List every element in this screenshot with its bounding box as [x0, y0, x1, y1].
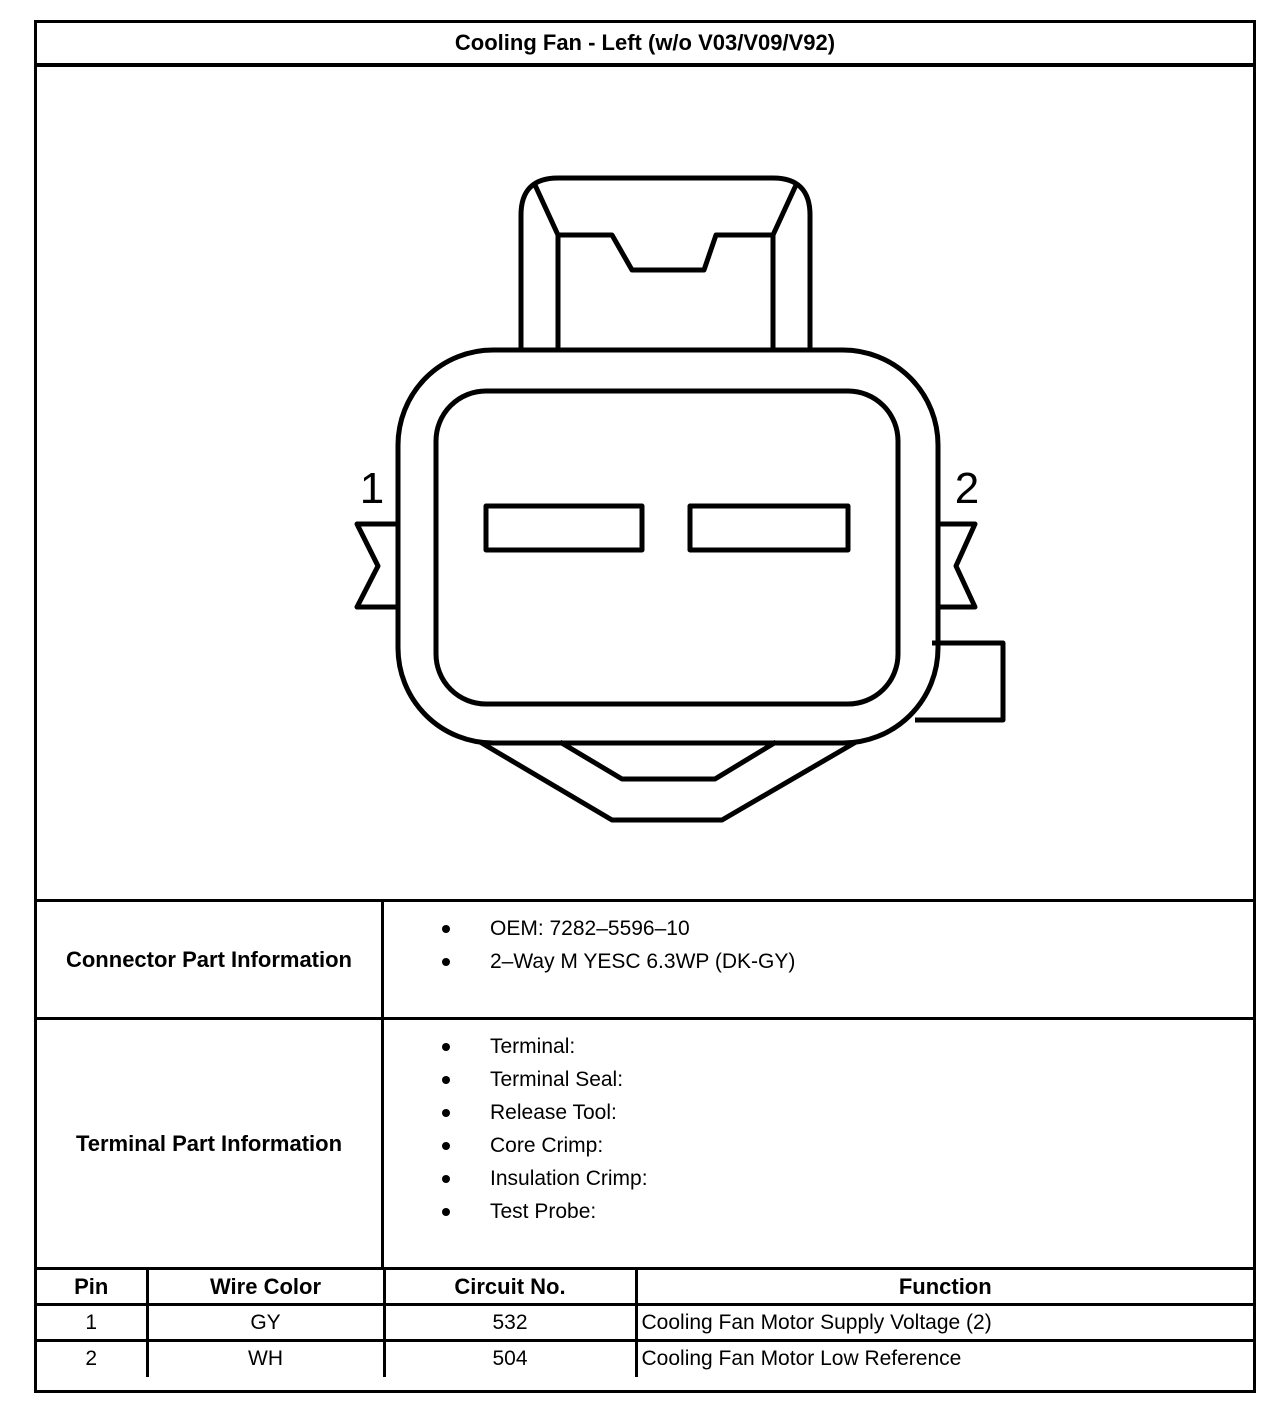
- connector-face-drawing: [37, 67, 1253, 899]
- terminal-2: [690, 506, 848, 550]
- latch-tab: [521, 178, 810, 350]
- polarization-key: [915, 643, 1003, 720]
- table-header-row: [37, 1269, 1253, 1305]
- cell-circuit-no: 532: [384, 1305, 636, 1341]
- cell-wire-color: WH: [147, 1341, 384, 1377]
- list-item: Terminal Seal:: [384, 1063, 1253, 1096]
- list-item: OEM: 7282–5596–10: [384, 912, 1253, 945]
- cell-wire-color: GY: [147, 1305, 384, 1341]
- bottom-skirt: [480, 742, 856, 820]
- cell-pin: 2: [37, 1341, 147, 1377]
- header-circuit-no: Circuit No.: [384, 1269, 636, 1305]
- left-lock-ear: [357, 524, 398, 607]
- list-item: Core Crimp:: [384, 1129, 1253, 1162]
- terminal-info-row: [37, 1017, 1253, 1267]
- connector-info-row: [37, 899, 1253, 1017]
- connector-sheet: [34, 20, 1256, 1393]
- right-lock-ear: [938, 524, 975, 607]
- connector-info-label: Connector Part Information: [37, 902, 384, 1017]
- list-item: Terminal:: [384, 1030, 1253, 1063]
- cell-circuit-no: 504: [384, 1341, 636, 1377]
- table-row: [37, 1305, 1253, 1341]
- terminal-info-list: [384, 1020, 1253, 1267]
- header-wire-color: Wire Color: [147, 1269, 384, 1305]
- list-item: Release Tool:: [384, 1096, 1253, 1129]
- connector-diagram: [37, 67, 1253, 899]
- terminal-info-label: Terminal Part Information: [37, 1020, 384, 1267]
- pin-label-1: 1: [359, 464, 385, 513]
- terminal-1: [486, 506, 642, 550]
- list-item: 2–Way M YESC 6.3WP (DK-GY): [384, 945, 1253, 978]
- header-pin: Pin: [37, 1269, 147, 1305]
- connector-info-list: [384, 902, 1253, 1017]
- pin-label-2: 2: [954, 464, 980, 513]
- pin-table: [37, 1267, 1253, 1377]
- list-item: Test Probe:: [384, 1195, 1253, 1228]
- cell-pin: 1: [37, 1305, 147, 1341]
- list-item: Insulation Crimp:: [384, 1162, 1253, 1195]
- connector-housing-outer: [398, 350, 938, 743]
- cell-function: Cooling Fan Motor Low Reference: [636, 1341, 1253, 1377]
- cell-function: Cooling Fan Motor Supply Voltage (2): [636, 1305, 1253, 1341]
- sheet-title: Cooling Fan - Left (w/o V03/V09/V92): [37, 23, 1253, 67]
- table-row: [37, 1341, 1253, 1377]
- header-function: Function: [636, 1269, 1253, 1305]
